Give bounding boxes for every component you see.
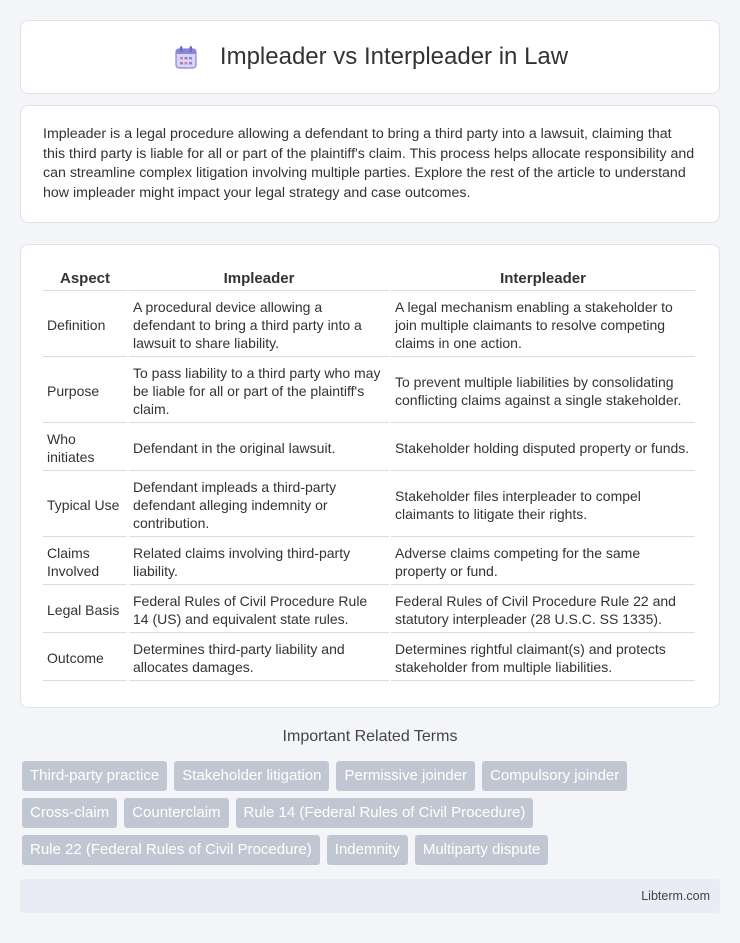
related-term-tag[interactable]: Rule 14 (Federal Rules of Civil Procedure): [236, 798, 534, 828]
table-cell-interpleader: Stakeholder holding disputed property or funds.: [391, 425, 695, 471]
related-term-tag[interactable]: Stakeholder litigation: [174, 761, 329, 791]
intro-card: [20, 105, 720, 223]
related-term-tag[interactable]: Permissive joinder: [336, 761, 475, 791]
table-cell-interpleader: Determines rightful claimant(s) and protects stakeholder from multiple liabilities.: [391, 635, 695, 681]
column-header-interpleader: Interpleader: [391, 267, 695, 291]
table-cell-impleader: Defendant impleads a third-party defendant alleging indemnity or contribution.: [129, 473, 389, 537]
related-term-tag[interactable]: Multiparty dispute: [415, 835, 549, 865]
table-row: [43, 587, 695, 633]
related-term-tag[interactable]: Third-party practice: [22, 761, 167, 791]
related-term-tag[interactable]: Counterclaim: [124, 798, 228, 828]
column-header-aspect: Aspect: [43, 267, 127, 291]
table-cell-impleader: Determines third-party liability and allocates damages.: [129, 635, 389, 681]
table-cell-interpleader: A legal mechanism enabling a stakeholder to join multiple claimants to resolve competing claims in one action.: [391, 293, 695, 357]
header-card: [20, 20, 720, 94]
table-row: [43, 425, 695, 471]
table-row: [43, 635, 695, 681]
related-term-tag[interactable]: Rule 22 (Federal Rules of Civil Procedure): [22, 835, 320, 865]
table-cell-aspect: Typical Use: [43, 473, 127, 537]
table-cell-aspect: Claims Involved: [43, 539, 127, 585]
table-cell-interpleader: Federal Rules of Civil Procedure Rule 22 and statutory interpleader (28 U.S.C. SS 1335).: [391, 587, 695, 633]
table-cell-impleader: Defendant in the original lawsuit.: [129, 425, 389, 471]
table-cell-impleader: Related claims involving third-party liability.: [129, 539, 389, 585]
related-term-tag[interactable]: Indemnity: [327, 835, 408, 865]
related-term-tag[interactable]: Cross-claim: [22, 798, 117, 828]
column-header-impleader: Impleader: [129, 267, 389, 291]
table-row: [43, 473, 695, 537]
related-terms-title: Important Related Terms: [282, 728, 458, 745]
table-cell-interpleader: Adverse claims competing for the same property or fund.: [391, 539, 695, 585]
table-row: [43, 359, 695, 423]
table-cell-aspect: Who initiates: [43, 425, 127, 471]
table-cell-aspect: Purpose: [43, 359, 127, 423]
table-cell-impleader: To pass liability to a third party who may be liable for all or part of the plaintiff's claim.: [129, 359, 389, 423]
table-cell-impleader: A procedural device allowing a defendant to bring a third party into a lawsuit to share liability.: [129, 293, 389, 357]
intro-paragraph: Impleader is a legal procedure allowing a defendant to bring a third party into a lawsuit, claiming that this third party is liable for all or part of the plaintiff's claim. This process helps allocate responsibility and can streamline complex litigation involving multiple parties. Explore the rest of the article to understand how impleader might impact your legal strategy and case outcomes.: [43, 126, 695, 201]
table-cell-aspect: Definition: [43, 293, 127, 357]
table-row: [43, 293, 695, 357]
footer: [20, 879, 720, 913]
table-cell-interpleader: To prevent multiple liabilities by consolidating conflicting claims against a single stakeholder.: [391, 359, 695, 423]
table-row: [43, 539, 695, 585]
related-term-tag[interactable]: Compulsory joinder: [482, 761, 627, 791]
table-header-row: [43, 267, 695, 291]
related-terms-list: [22, 761, 722, 865]
page-title: Impleader vs Interpleader in Law: [219, 43, 569, 70]
comparison-table: [41, 265, 697, 683]
footer-site-link[interactable]: Libterm.com: [641, 889, 710, 903]
table-cell-aspect: Legal Basis: [43, 587, 127, 633]
calendar-icon: [172, 43, 200, 71]
table-cell-impleader: Federal Rules of Civil Procedure Rule 14 (US) and equivalent state rules.: [129, 587, 389, 633]
table-cell-aspect: Outcome: [43, 635, 127, 681]
comparison-table-card: [20, 244, 720, 708]
table-cell-interpleader: Stakeholder files interpleader to compel claimants to litigate their rights.: [391, 473, 695, 537]
